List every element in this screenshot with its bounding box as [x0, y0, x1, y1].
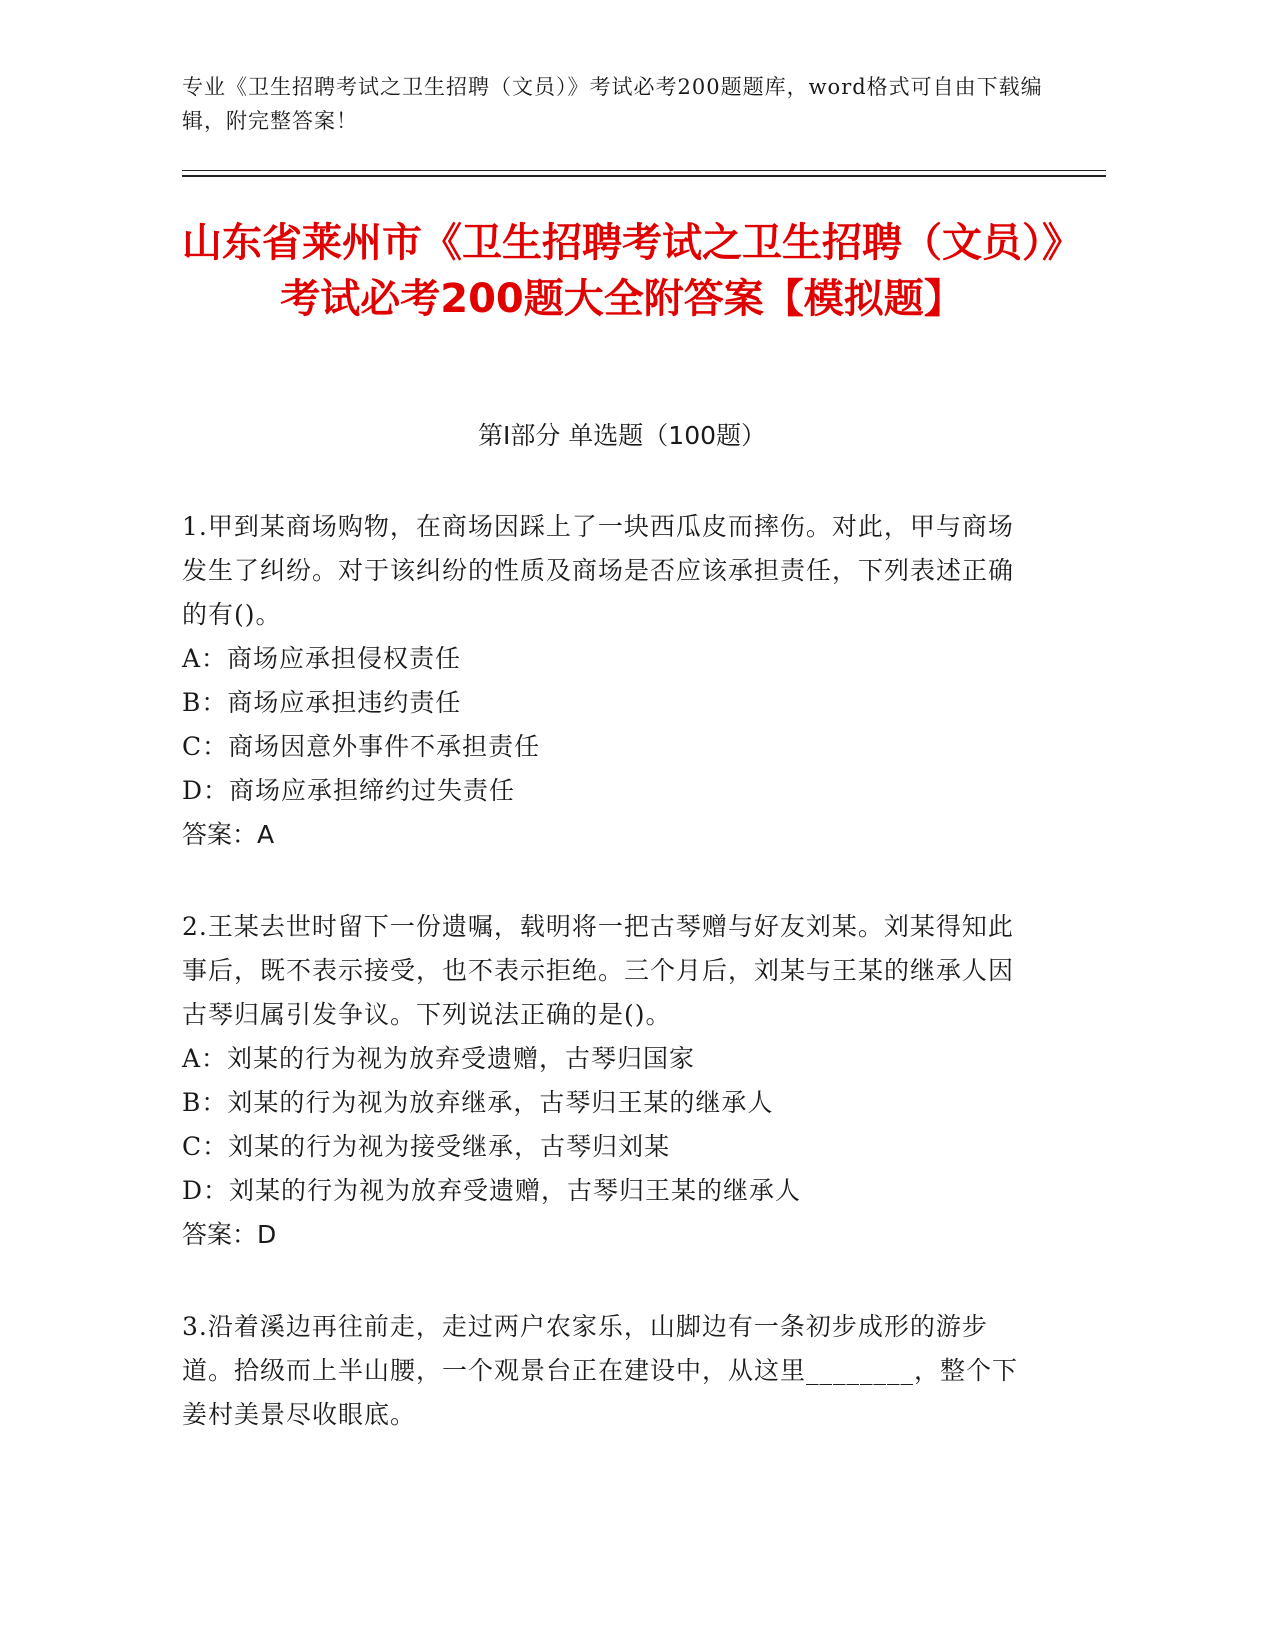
- option-a: A：刘某的行为视为放弃受遗赠，古琴归国家: [182, 1044, 696, 1073]
- option-d: D：商场应承担缔约过失责任: [182, 776, 516, 805]
- option-c: C：刘某的行为视为接受继承，古琴归刘某: [182, 1132, 671, 1161]
- section-title: 第I部分 单选题（100题）: [477, 421, 767, 450]
- document-intro: 专业《卫生招聘考试之卫生招聘（文员）》考试必考200题题库，word格式可自由下载编辑，附完整答案！: [182, 75, 1043, 133]
- header-divider-thin: [182, 170, 1106, 171]
- option-b: B：商场应承担违约责任: [182, 688, 462, 717]
- answer: 答案：A: [182, 820, 275, 849]
- question-3: [182, 1305, 1032, 1437]
- question-stem: 2.王某去世时留下一份遗嘱，载明将一把古琴赠与好友刘某。刘某得知此事后，既不表示接受，也不表示拒绝。三个月后，刘某与王某的继承人因古琴归属引发争议。下列说法正确的是()。: [182, 912, 1015, 1029]
- question-stem: 3.沿着溪边再往前走，走过两户农家乐，山脚边有一条初步成形的游步道。拾级而上半山腰，一个观景台正在建设中，从这里________，整个下姜村美景尽收眼底。: [182, 1312, 1019, 1429]
- question-list: [182, 505, 1032, 1485]
- question-1: [182, 505, 1032, 857]
- answer: 答案：D: [182, 1220, 277, 1249]
- option-d: D：刘某的行为视为放弃受遗赠，古琴归王某的继承人: [182, 1176, 802, 1205]
- option-a: A：商场应承担侵权责任: [182, 644, 462, 673]
- header-divider-thick: [182, 175, 1106, 177]
- option-c: C：商场因意外事件不承担责任: [182, 732, 541, 761]
- question-2: [182, 905, 1032, 1257]
- document-title: 山东省莱州市《卫生招聘考试之卫生招聘（文员）》考试必考200题大全附答案【模拟题】: [182, 220, 1062, 322]
- option-b: B：刘某的行为视为放弃继承，古琴归王某的继承人: [182, 1088, 774, 1117]
- question-stem: 1.甲到某商场购物，在商场因踩上了一块西瓜皮而摔伤。对此，甲与商场发生了纠纷。对于该纠纷的性质及商场是否应该承担责任，下列表述正确的有()。: [182, 512, 1015, 629]
